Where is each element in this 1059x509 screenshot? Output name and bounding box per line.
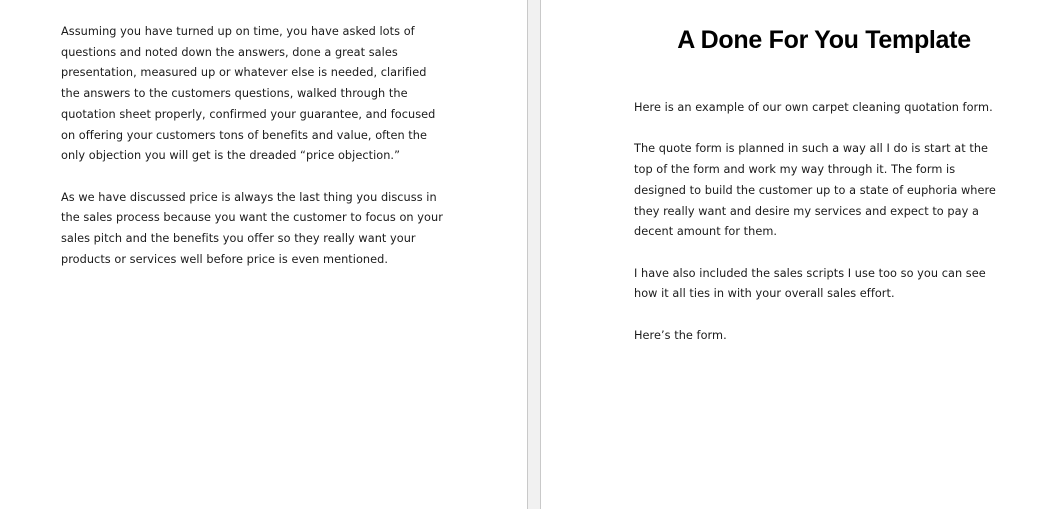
- left-page: [0, 0, 527, 509]
- page-title: A Done For You Template: [677, 26, 971, 54]
- paragraph-heres-form: Here’s the form.: [634, 328, 727, 342]
- left-page-body: [61, 22, 446, 291]
- paragraph-example-intro: Here is an example of our own carpet cleaning quotation form.: [634, 101, 993, 114]
- paragraph-price-last: As we have discussed price is always the last thing you discuss in the sales process because you want the customer to focus on your sales pitch and the benefits you offer so they really want your products or services well before price is even mentioned.: [61, 190, 443, 266]
- page-gutter: [527, 0, 541, 509]
- right-page: [541, 0, 1059, 509]
- paragraph-sales-scripts: I have also included the sales scripts I use too so you can see how it all ties in with your overall sales effort.: [634, 266, 986, 301]
- paragraph-price-objection: Assuming you have turned up on time, you have asked lots of questions and noted down the answers, done a great sales presentation, measured up or whatever else is needed, clarified the answers to the customers questions, walked through the quotation sheet properly, confirmed your guarantee, and focused on offering your customers tons of benefits and value, often the only objection you will get is the dreaded “price objection.”: [61, 25, 436, 163]
- paragraph-quote-form: The quote form is planned in such a way all I do is start at the top of the form and work my way through it. The form is designed to build the customer up to a state of euphoria where they really want and desire my services and expect to pay a decent amount for them.: [634, 142, 996, 239]
- right-page-body: [634, 98, 1004, 367]
